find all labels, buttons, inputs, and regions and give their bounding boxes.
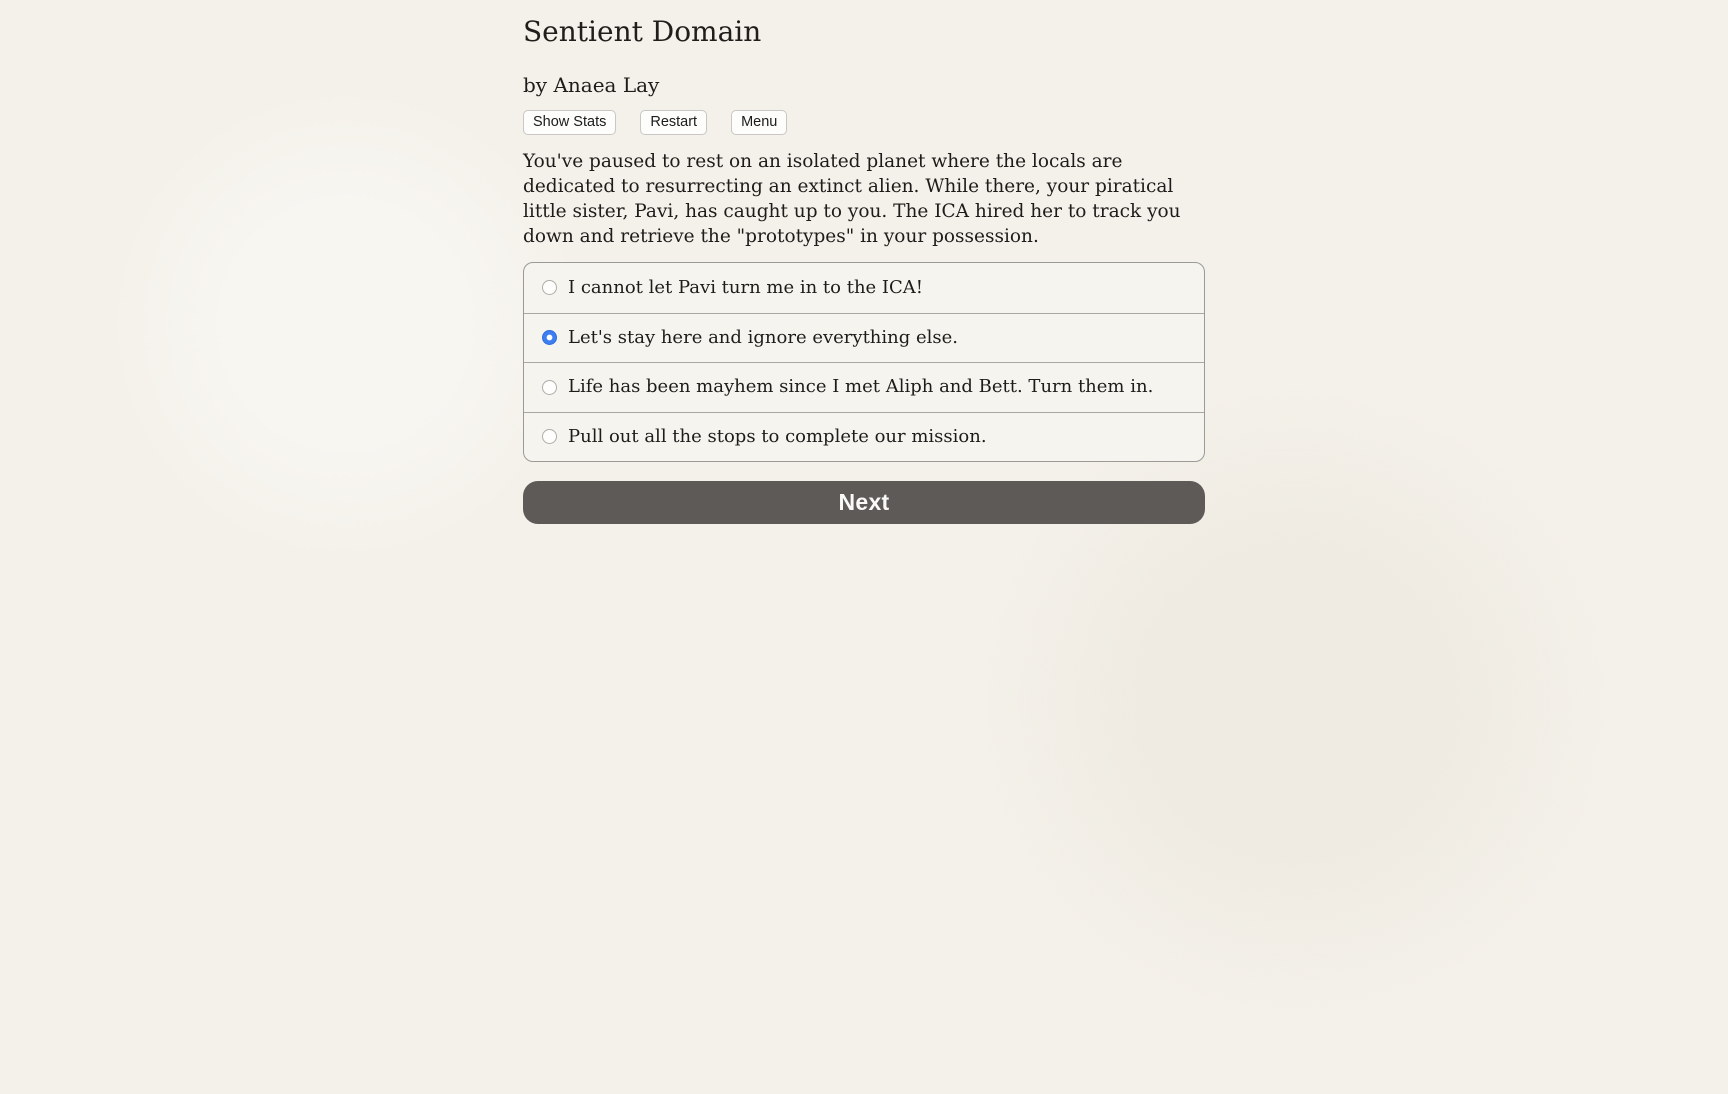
next-button[interactable]: Next (523, 481, 1205, 524)
toolbar (523, 110, 1205, 135)
page-title: Sentient Domain (523, 15, 762, 48)
author-byline: by Anaea Lay (523, 73, 660, 97)
restart-button[interactable]: Restart (640, 110, 707, 135)
choice-option-label: Pull out all the stops to complete our mission. (568, 425, 987, 447)
choice-option-label: I cannot let Pavi turn me in to the ICA! (568, 276, 924, 298)
story-paragraph: You've paused to rest on an isolated planet where the locals are dedicated to resurrecting an extinct alien. While there, your piratical little sister, Pavi, has caught up to you. The ICA hired her to track you down and retrieve the "prototypes" in your possession. (523, 151, 1181, 247)
choice-option-4[interactable] (524, 412, 1204, 462)
choice-option-3[interactable] (524, 362, 1204, 412)
radio-button[interactable] (542, 330, 557, 345)
choice-option-1[interactable] (524, 263, 1204, 313)
choice-option-label: Life has been mayhem since I met Aliph and Bett. Turn them in. (568, 376, 1154, 398)
show-stats-button[interactable]: Show Stats (523, 110, 616, 135)
choice-option-2[interactable] (524, 313, 1204, 363)
choice-option-label: Let's stay here and ignore everything else. (568, 326, 959, 348)
radio-button[interactable] (542, 380, 557, 395)
menu-button[interactable]: Menu (731, 110, 787, 135)
story-page (523, 14, 1205, 524)
radio-button[interactable] (542, 280, 557, 295)
radio-button[interactable] (542, 429, 557, 444)
choice-list (523, 262, 1205, 462)
